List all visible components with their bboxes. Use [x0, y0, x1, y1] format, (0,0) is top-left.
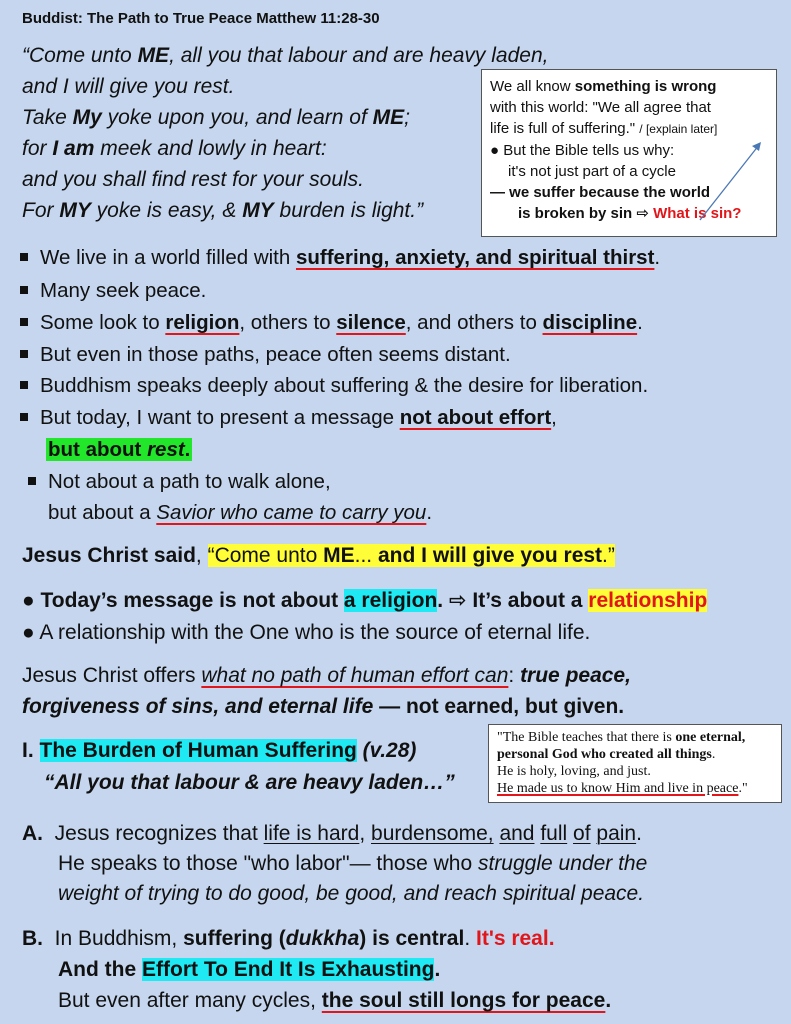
bullet-7-cont: but about a Savior who came to carry you.	[48, 501, 433, 524]
verse-line-6: For MY yoke is easy, & MY burden is light.”	[22, 199, 424, 222]
note-line-3: life is full of suffering." / [explain later]	[490, 120, 718, 137]
relationship-line: ● A relationship with the One who is the source of eternal life.	[22, 621, 591, 644]
square-bullet-icon	[20, 253, 28, 261]
note-line-5: it's not just part of a cycle	[508, 163, 676, 180]
point-a-line-2: He speaks to those "who labor"— those who struggle under the	[58, 852, 648, 875]
square-bullet-icon	[20, 413, 28, 421]
square-bullet-icon	[20, 318, 28, 326]
square-bullet-icon	[20, 350, 28, 358]
arrow-icon	[482, 70, 778, 238]
jesus-said-line: Jesus Christ said, “Come unto ME... and I will give you rest.”	[22, 544, 615, 567]
page-header: Buddist: The Path to True Peace Matthew 11:28-30	[22, 10, 380, 27]
verse-line-5: and you shall find rest for your souls.	[22, 168, 365, 191]
point-a-line-3: weight of trying to do good, be good, and reach spiritual peace.	[58, 882, 645, 905]
bible-teaches-box	[488, 724, 782, 803]
bullet-2: Many seek peace.	[20, 275, 206, 306]
square-bullet-icon	[20, 286, 28, 294]
verse-line-3: Take My yoke upon you, and learn of ME;	[22, 106, 410, 129]
square-bullet-icon	[20, 381, 28, 389]
box2-line-2: personal God who created all things.	[497, 747, 716, 762]
offers-line-2: forgiveness of sins, and eternal life — not earned, but given.	[22, 695, 625, 718]
verse-line-2: and I will give you rest.	[22, 75, 235, 98]
point-b-line-2: And the Effort To End It Is Exhausting.	[58, 958, 441, 981]
bullet-6: But today, I want to present a message not about effort,	[20, 402, 557, 433]
offers-line-1: Jesus Christ offers what no path of human effort can: true peace,	[22, 664, 631, 687]
bullet-6-cont: but about rest.	[48, 438, 191, 461]
note-line-1: We all know something is wrong	[490, 78, 717, 95]
box2-line-4: He made us to know Him and live in peace."	[497, 781, 748, 796]
point-b-line-1: B. In Buddhism, suffering (dukkha) is central. It's real.	[22, 927, 555, 950]
note-line-7: is broken by sin ⇨ What is sin?	[518, 205, 742, 222]
bullet-1: We live in a world filled with suffering, anxiety, and spiritual thirst.	[20, 242, 660, 273]
point-a-line-1: A. Jesus recognizes that life is hard, burdensome, and full of pain.	[22, 822, 642, 845]
bullet-4: But even in those paths, peace often seems distant.	[20, 339, 511, 370]
today-message-line: ● Today’s message is not about a religion. ⇨ It’s about a relationship	[22, 589, 708, 612]
verse-line-4: for I am meek and lowly in heart:	[22, 137, 327, 160]
point-b-line-3: But even after many cycles, the soul still longs for peace.	[58, 989, 612, 1012]
note-line-2: with this world: "We all agree that	[490, 99, 711, 116]
section-1-quote: “All you that labour & are heavy laden…”	[44, 771, 455, 794]
square-bullet-icon	[28, 477, 36, 485]
verse-line-1: “Come unto ME, all you that labour and are heavy laden,	[22, 44, 549, 67]
note-box	[481, 69, 777, 237]
bullet-5: Buddhism speaks deeply about suffering & the desire for liberation.	[20, 370, 648, 401]
box2-line-3: He is holy, loving, and just.	[497, 764, 651, 779]
bullet-7: Not about a path to walk alone,	[28, 466, 331, 497]
bullet-3: Some look to religion, others to silence, and others to discipline.	[20, 307, 643, 338]
section-1-title: I. The Burden of Human Suffering (v.28)	[22, 739, 417, 762]
note-line-4: ● But the Bible tells us why:	[490, 142, 675, 159]
note-line-6: — we suffer because the world	[490, 184, 711, 201]
box2-line-1: "The Bible teaches that there is one eternal,	[497, 730, 746, 745]
